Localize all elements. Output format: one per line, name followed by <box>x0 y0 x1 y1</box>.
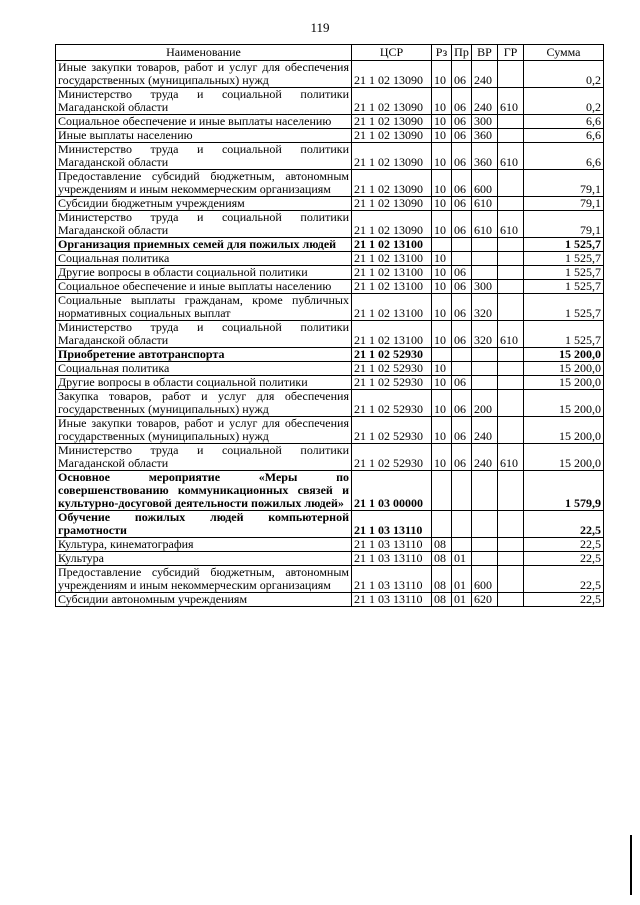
cell-vr <box>472 471 498 511</box>
cell-pr: 01 <box>452 566 472 593</box>
cell-rz <box>432 471 452 511</box>
table-row <box>56 471 604 511</box>
scan-edge-mark <box>630 835 632 895</box>
header-csr: ЦСР <box>352 45 432 61</box>
cell-pr: 06 <box>452 129 472 143</box>
cell-gr <box>498 566 524 593</box>
header-gr: ГР <box>498 45 524 61</box>
cell-name: Иные закупки товаров, работ и услуг для обеспечения государственных (муниципальных) нужд <box>56 417 352 444</box>
cell-csr: 21 1 02 13100 <box>352 321 432 348</box>
cell-pr: 06 <box>452 417 472 444</box>
cell-vr <box>472 552 498 566</box>
cell-sum: 1 525,7 <box>524 321 604 348</box>
cell-gr <box>498 511 524 538</box>
cell-name: Социальное обеспечение и иные выплаты населению <box>56 115 352 129</box>
table-row <box>56 444 604 471</box>
table-row <box>56 376 604 390</box>
cell-gr <box>498 170 524 197</box>
cell-gr: 610 <box>498 143 524 170</box>
cell-gr <box>498 348 524 362</box>
cell-vr: 300 <box>472 115 498 129</box>
cell-vr: 240 <box>472 444 498 471</box>
cell-vr: 320 <box>472 294 498 321</box>
cell-rz <box>432 348 452 362</box>
cell-name: Культура <box>56 552 352 566</box>
cell-pr: 01 <box>452 593 472 607</box>
cell-gr <box>498 390 524 417</box>
cell-name: Социальная политика <box>56 252 352 266</box>
cell-csr: 21 1 02 13090 <box>352 115 432 129</box>
cell-csr: 21 1 02 52930 <box>352 376 432 390</box>
cell-gr: 610 <box>498 321 524 348</box>
cell-pr: 06 <box>452 61 472 88</box>
table-row <box>56 197 604 211</box>
cell-pr <box>452 238 472 252</box>
table-row <box>56 593 604 607</box>
cell-gr <box>498 417 524 444</box>
budget-table <box>55 44 604 607</box>
cell-csr: 21 1 02 52930 <box>352 362 432 376</box>
cell-gr <box>498 280 524 294</box>
cell-vr <box>472 238 498 252</box>
cell-sum: 22,5 <box>524 593 604 607</box>
cell-vr <box>472 348 498 362</box>
cell-sum: 1 525,7 <box>524 252 604 266</box>
cell-pr: 06 <box>452 170 472 197</box>
cell-rz: 10 <box>432 376 452 390</box>
cell-vr <box>472 252 498 266</box>
cell-csr: 21 1 02 13090 <box>352 61 432 88</box>
cell-csr: 21 1 02 13090 <box>352 143 432 170</box>
cell-rz: 08 <box>432 552 452 566</box>
header-sum: Сумма <box>524 45 604 61</box>
table-row <box>56 238 604 252</box>
cell-sum: 15 200,0 <box>524 362 604 376</box>
table-body <box>56 61 604 607</box>
cell-name: Иные выплаты населению <box>56 129 352 143</box>
cell-pr: 06 <box>452 88 472 115</box>
cell-name: Социальная политика <box>56 362 352 376</box>
cell-vr: 620 <box>472 593 498 607</box>
cell-rz: 10 <box>432 197 452 211</box>
cell-pr <box>452 348 472 362</box>
cell-name: Министерство труда и социальной политики Магаданской области <box>56 211 352 238</box>
cell-name: Министерство труда и социальной политики Магаданской области <box>56 88 352 115</box>
cell-sum: 1 525,7 <box>524 280 604 294</box>
cell-rz: 08 <box>432 538 452 552</box>
cell-rz: 10 <box>432 88 452 115</box>
cell-csr: 21 1 02 52930 <box>352 444 432 471</box>
cell-vr <box>472 362 498 376</box>
cell-name: Организация приемных семей для пожилых людей <box>56 238 352 252</box>
cell-name: Предоставление субсидий бюджетным, автономным учреждениям и иным некоммерческим организациям <box>56 170 352 197</box>
cell-name: Иные закупки товаров, работ и услуг для обеспечения государственных (муниципальных) нужд <box>56 61 352 88</box>
cell-name: Приобретение автотранспорта <box>56 348 352 362</box>
cell-pr <box>452 511 472 538</box>
cell-rz: 08 <box>432 566 452 593</box>
header-vr: ВР <box>472 45 498 61</box>
cell-sum: 6,6 <box>524 115 604 129</box>
cell-pr: 01 <box>452 552 472 566</box>
table-row <box>56 115 604 129</box>
cell-pr <box>452 538 472 552</box>
cell-gr <box>498 376 524 390</box>
cell-csr: 21 1 02 13100 <box>352 238 432 252</box>
cell-csr: 21 1 02 13090 <box>352 211 432 238</box>
cell-rz: 10 <box>432 115 452 129</box>
cell-sum: 22,5 <box>524 552 604 566</box>
cell-vr: 600 <box>472 170 498 197</box>
cell-sum: 1 579,9 <box>524 471 604 511</box>
cell-rz: 10 <box>432 280 452 294</box>
table-row <box>56 390 604 417</box>
cell-pr: 06 <box>452 294 472 321</box>
cell-name: Другие вопросы в области социальной политики <box>56 266 352 280</box>
cell-vr: 240 <box>472 61 498 88</box>
cell-gr: 610 <box>498 211 524 238</box>
cell-gr <box>498 252 524 266</box>
cell-pr: 06 <box>452 211 472 238</box>
cell-gr <box>498 197 524 211</box>
cell-vr: 300 <box>472 280 498 294</box>
cell-gr <box>498 471 524 511</box>
cell-rz: 10 <box>432 252 452 266</box>
cell-rz: 10 <box>432 294 452 321</box>
cell-sum: 15 200,0 <box>524 444 604 471</box>
cell-pr: 06 <box>452 143 472 170</box>
cell-csr: 21 1 03 13110 <box>352 593 432 607</box>
table-row <box>56 280 604 294</box>
table-row <box>56 552 604 566</box>
cell-gr: 610 <box>498 444 524 471</box>
cell-vr: 200 <box>472 390 498 417</box>
cell-name: Социальные выплаты гражданам, кроме публичных нормативных социальных выплат <box>56 294 352 321</box>
cell-sum: 79,1 <box>524 211 604 238</box>
cell-sum: 22,5 <box>524 538 604 552</box>
cell-gr <box>498 266 524 280</box>
cell-rz: 10 <box>432 390 452 417</box>
cell-gr <box>498 362 524 376</box>
cell-name: Закупка товаров, работ и услуг для обеспечения государственных (муниципальных) нужд <box>56 390 352 417</box>
table-row <box>56 211 604 238</box>
cell-pr: 06 <box>452 197 472 211</box>
cell-pr <box>452 252 472 266</box>
table-row <box>56 61 604 88</box>
cell-gr <box>498 593 524 607</box>
cell-rz <box>432 511 452 538</box>
cell-pr <box>452 362 472 376</box>
cell-sum: 79,1 <box>524 197 604 211</box>
cell-pr: 06 <box>452 376 472 390</box>
cell-sum: 1 525,7 <box>524 238 604 252</box>
cell-vr: 240 <box>472 88 498 115</box>
cell-sum: 0,2 <box>524 88 604 115</box>
cell-csr: 21 1 02 13100 <box>352 280 432 294</box>
cell-csr: 21 1 02 52930 <box>352 417 432 444</box>
cell-vr: 600 <box>472 566 498 593</box>
cell-pr: 06 <box>452 115 472 129</box>
cell-vr: 240 <box>472 417 498 444</box>
cell-rz: 10 <box>432 362 452 376</box>
cell-name: Субсидии автономным учреждениям <box>56 593 352 607</box>
cell-rz: 10 <box>432 129 452 143</box>
cell-csr: 21 1 02 13100 <box>352 252 432 266</box>
cell-rz: 10 <box>432 417 452 444</box>
cell-csr: 21 1 03 13110 <box>352 538 432 552</box>
table-row <box>56 129 604 143</box>
cell-rz: 10 <box>432 321 452 348</box>
cell-vr: 320 <box>472 321 498 348</box>
cell-pr: 06 <box>452 321 472 348</box>
cell-rz: 10 <box>432 61 452 88</box>
cell-csr: 21 1 02 52930 <box>352 390 432 417</box>
cell-gr <box>498 538 524 552</box>
table-row <box>56 294 604 321</box>
cell-csr: 21 1 03 13110 <box>352 566 432 593</box>
table-row <box>56 88 604 115</box>
cell-vr: 610 <box>472 197 498 211</box>
table-row <box>56 348 604 362</box>
table-row <box>56 252 604 266</box>
cell-vr <box>472 266 498 280</box>
cell-rz: 10 <box>432 266 452 280</box>
cell-name: Культура, кинематография <box>56 538 352 552</box>
cell-vr: 360 <box>472 129 498 143</box>
header-name: Наименование <box>56 45 352 61</box>
cell-vr: 610 <box>472 211 498 238</box>
cell-rz: 10 <box>432 170 452 197</box>
cell-sum: 22,5 <box>524 511 604 538</box>
cell-sum: 0,2 <box>524 61 604 88</box>
cell-sum: 1 525,7 <box>524 294 604 321</box>
cell-gr <box>498 552 524 566</box>
table-row <box>56 170 604 197</box>
cell-name: Обучение пожилых людей компьютерной грамотности <box>56 511 352 538</box>
table-row <box>56 538 604 552</box>
cell-pr: 06 <box>452 280 472 294</box>
cell-gr <box>498 238 524 252</box>
page-number: 119 <box>310 20 330 35</box>
cell-rz: 10 <box>432 444 452 471</box>
cell-rz <box>432 238 452 252</box>
cell-csr: 21 1 02 13090 <box>352 197 432 211</box>
cell-csr: 21 1 02 52930 <box>352 348 432 362</box>
cell-csr: 21 1 02 13100 <box>352 266 432 280</box>
cell-name: Министерство труда и социальной политики Магаданской области <box>56 321 352 348</box>
cell-gr: 610 <box>498 88 524 115</box>
table-row <box>56 566 604 593</box>
cell-csr: 21 1 03 00000 <box>352 471 432 511</box>
cell-name: Основное мероприятие «Меры по совершенствованию коммуникационных связей и культурно-досуговой деятельности пожилых людей» <box>56 471 352 511</box>
cell-name: Субсидии бюджетным учреждениям <box>56 197 352 211</box>
table-row <box>56 417 604 444</box>
header-rz: Рз <box>432 45 452 61</box>
table-row <box>56 321 604 348</box>
table-row <box>56 362 604 376</box>
cell-sum: 6,6 <box>524 143 604 170</box>
cell-gr <box>498 61 524 88</box>
cell-name: Предоставление субсидий бюджетным, автономным учреждениям и иным некоммерческим организациям <box>56 566 352 593</box>
cell-name: Другие вопросы в области социальной политики <box>56 376 352 390</box>
cell-sum: 79,1 <box>524 170 604 197</box>
cell-vr <box>472 511 498 538</box>
cell-csr: 21 1 02 13100 <box>352 294 432 321</box>
cell-name: Министерство труда и социальной политики Магаданской области <box>56 143 352 170</box>
cell-sum: 22,5 <box>524 566 604 593</box>
cell-gr <box>498 129 524 143</box>
cell-pr <box>452 471 472 511</box>
table-row <box>56 143 604 170</box>
cell-csr: 21 1 02 13090 <box>352 88 432 115</box>
cell-sum: 15 200,0 <box>524 376 604 390</box>
cell-pr: 06 <box>452 444 472 471</box>
cell-csr: 21 1 02 13090 <box>352 129 432 143</box>
table-row <box>56 266 604 280</box>
cell-csr: 21 1 02 13090 <box>352 170 432 197</box>
cell-name: Министерство труда и социальной политики Магаданской области <box>56 444 352 471</box>
cell-vr <box>472 376 498 390</box>
header-pr: Пр <box>452 45 472 61</box>
cell-csr: 21 1 03 13110 <box>352 511 432 538</box>
cell-vr <box>472 538 498 552</box>
cell-gr <box>498 294 524 321</box>
cell-gr <box>498 115 524 129</box>
cell-sum: 6,6 <box>524 129 604 143</box>
cell-rz: 08 <box>432 593 452 607</box>
cell-sum: 15 200,0 <box>524 390 604 417</box>
cell-pr: 06 <box>452 390 472 417</box>
table-row <box>56 511 604 538</box>
cell-name: Социальное обеспечение и иные выплаты населению <box>56 280 352 294</box>
cell-rz: 10 <box>432 211 452 238</box>
cell-sum: 15 200,0 <box>524 348 604 362</box>
cell-pr: 06 <box>452 266 472 280</box>
cell-csr: 21 1 03 13110 <box>352 552 432 566</box>
table-header-row <box>56 45 604 61</box>
cell-sum: 1 525,7 <box>524 266 604 280</box>
cell-sum: 15 200,0 <box>524 417 604 444</box>
cell-rz: 10 <box>432 143 452 170</box>
cell-vr: 360 <box>472 143 498 170</box>
